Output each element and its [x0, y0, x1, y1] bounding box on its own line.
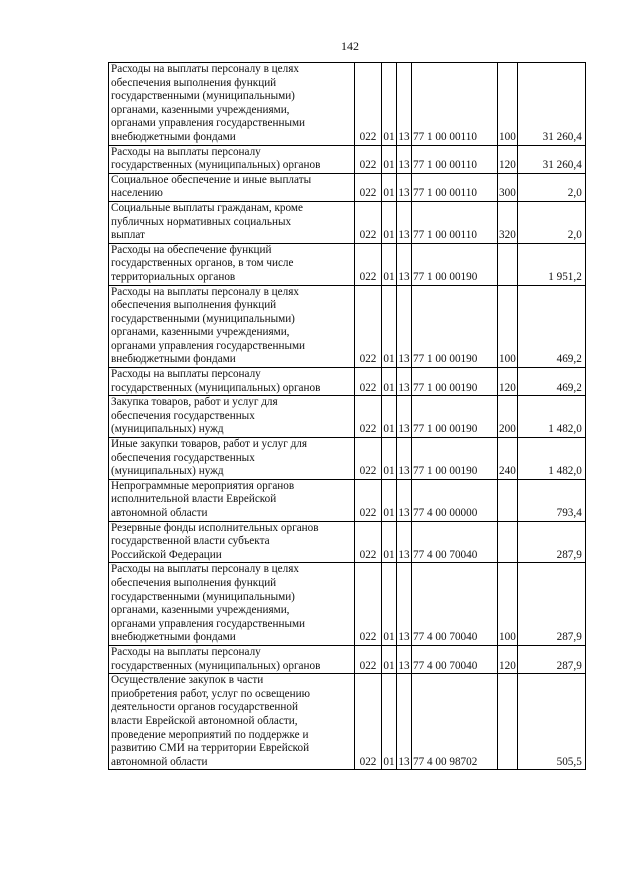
row-description [109, 521, 355, 563]
expense-kind-code: 100 [498, 285, 518, 368]
amount: 287,9 [517, 563, 585, 646]
section-code: 01 [382, 243, 397, 285]
expense-kind-code: 120 [498, 145, 518, 173]
description-line: приобретения работ, услуг по освещению [111, 687, 310, 700]
row-description [109, 368, 355, 396]
row-description [109, 438, 355, 480]
row-description [109, 285, 355, 368]
description-line: внебюджетными фондами [111, 130, 236, 143]
subsection-code: 13 [397, 63, 412, 146]
program-code: 77 1 00 00110 [412, 63, 498, 146]
ministry-code: 022 [355, 63, 382, 146]
section-code: 01 [382, 368, 397, 396]
row-description [109, 645, 355, 673]
description-line: власти Еврейской автономной области, [111, 714, 298, 727]
section-code: 01 [382, 674, 397, 770]
section-code: 01 [382, 396, 397, 438]
description-line: органами управления государственными [111, 339, 306, 352]
subsection-code: 13 [397, 521, 412, 563]
description-line: деятельности органов государственной [111, 701, 298, 714]
subsection-code: 13 [397, 563, 412, 646]
description-line: внебюджетными фондами [111, 353, 236, 366]
row-description [109, 563, 355, 646]
subsection-code: 13 [397, 285, 412, 368]
expense-kind-code: 120 [498, 368, 518, 396]
description-line: выплат [111, 229, 145, 242]
expense-kind-code: 100 [498, 563, 518, 646]
amount: 1 482,0 [517, 438, 585, 480]
amount: 2,0 [517, 173, 585, 201]
description-line: внебюджетными фондами [111, 631, 236, 644]
description-line: развитию СМИ на территории Еврейской [111, 742, 310, 755]
expense-kind-code [498, 479, 518, 521]
description-line: публичных нормативных социальных [111, 215, 292, 228]
description-line: обеспечения выполнения функций [111, 576, 277, 589]
amount: 2,0 [517, 201, 585, 243]
table-row [109, 563, 586, 646]
program-code: 77 4 00 70040 [412, 521, 498, 563]
description-line: государственными (муниципальными) [111, 590, 295, 603]
description-line: обеспечения государственных [111, 409, 255, 422]
table-row [109, 145, 586, 173]
subsection-code: 13 [397, 396, 412, 438]
program-code: 77 1 00 00190 [412, 368, 498, 396]
description-line: органами управления государственными [111, 617, 306, 630]
ministry-code: 022 [355, 438, 382, 480]
section-code: 01 [382, 285, 397, 368]
ministry-code: 022 [355, 521, 382, 563]
program-code: 77 1 00 00110 [412, 145, 498, 173]
table-row [109, 285, 586, 368]
section-code: 01 [382, 145, 397, 173]
table-row [109, 438, 586, 480]
description-line: государственной власти субъекта [111, 535, 270, 548]
section-code: 01 [382, 479, 397, 521]
expense-kind-code [498, 674, 518, 770]
ministry-code: 022 [355, 645, 382, 673]
description-line: Резервные фонды исполнительных органов [111, 521, 319, 534]
section-code: 01 [382, 63, 397, 146]
section-code: 01 [382, 645, 397, 673]
table-row [109, 201, 586, 243]
description-line: государственными (муниципальными) [111, 312, 295, 325]
description-line: (муниципальных) нужд [111, 465, 224, 478]
description-line: обеспечения государственных [111, 451, 255, 464]
description-line: Расходы на выплаты персоналу [111, 645, 261, 658]
table-row [109, 368, 586, 396]
description-line: Расходы на обеспечение функций [111, 243, 272, 256]
description-line: Социальные выплаты гражданам, кроме [111, 201, 303, 214]
description-line: Непрограммные мероприятия органов [111, 479, 295, 492]
table-row [109, 645, 586, 673]
program-code: 77 1 00 00110 [412, 173, 498, 201]
subsection-code: 13 [397, 438, 412, 480]
program-code: 77 1 00 00190 [412, 285, 498, 368]
expense-kind-code: 200 [498, 396, 518, 438]
section-code: 01 [382, 438, 397, 480]
description-line: Российской Федерации [111, 548, 222, 561]
description-line: Осуществление закупок в части [111, 674, 264, 687]
row-description [109, 243, 355, 285]
ministry-code: 022 [355, 145, 382, 173]
description-line: Расходы на выплаты персоналу в целях [111, 63, 299, 75]
program-code: 77 1 00 00190 [412, 438, 498, 480]
program-code: 77 1 00 00190 [412, 396, 498, 438]
description-line: органами, казенными учреждениями, [111, 604, 290, 617]
section-code: 01 [382, 173, 397, 201]
description-line: (муниципальных) нужд [111, 423, 224, 436]
description-line: Расходы на выплаты персоналу в целях [111, 563, 299, 576]
ministry-code: 022 [355, 674, 382, 770]
description-line: государственных органов, в том числе [111, 257, 294, 270]
expense-kind-code: 300 [498, 173, 518, 201]
description-line: государственными (муниципальными) [111, 90, 295, 103]
description-line: государственных (муниципальных) органов [111, 159, 321, 172]
description-line: автономной области [111, 755, 208, 768]
row-description [109, 674, 355, 770]
ministry-code: 022 [355, 563, 382, 646]
table-row [109, 243, 586, 285]
table-row [109, 63, 586, 146]
expense-kind-code: 240 [498, 438, 518, 480]
amount: 505,5 [517, 674, 585, 770]
ministry-code: 022 [355, 479, 382, 521]
amount: 31 260,4 [517, 63, 585, 146]
subsection-code: 13 [397, 479, 412, 521]
ministry-code: 022 [355, 173, 382, 201]
table-row [109, 521, 586, 563]
table-row [109, 479, 586, 521]
description-line: территориальных органов [111, 270, 236, 283]
program-code: 77 1 00 00190 [412, 243, 498, 285]
row-description [109, 63, 355, 146]
description-line: обеспечения выполнения функций [111, 299, 277, 312]
subsection-code: 13 [397, 145, 412, 173]
budget-table [108, 62, 586, 770]
expense-kind-code [498, 521, 518, 563]
amount: 1 951,2 [517, 243, 585, 285]
description-line: органами, казенными учреждениями, [111, 103, 290, 116]
amount: 287,9 [517, 645, 585, 673]
ministry-code: 022 [355, 396, 382, 438]
section-code: 01 [382, 521, 397, 563]
description-line: исполнительной власти Еврейской [111, 493, 277, 506]
ministry-code: 022 [355, 285, 382, 368]
expense-kind-code: 100 [498, 63, 518, 146]
description-line: проведение мероприятий по поддержке и [111, 728, 309, 741]
subsection-code: 13 [397, 645, 412, 673]
description-line: органами управления государственными [111, 117, 306, 130]
amount: 31 260,4 [517, 145, 585, 173]
description-line: Расходы на выплаты персоналу [111, 145, 261, 158]
page-number: 142 [341, 39, 359, 53]
table-row [109, 173, 586, 201]
amount: 469,2 [517, 368, 585, 396]
description-line: государственных (муниципальных) органов [111, 659, 321, 672]
amount: 793,4 [517, 479, 585, 521]
program-code: 77 4 00 70040 [412, 645, 498, 673]
row-description [109, 396, 355, 438]
program-code: 77 4 00 00000 [412, 479, 498, 521]
amount: 469,2 [517, 285, 585, 368]
description-line: Иные закупки товаров, работ и услуг для [111, 438, 308, 451]
table-row [109, 674, 586, 770]
subsection-code: 13 [397, 201, 412, 243]
subsection-code: 13 [397, 243, 412, 285]
description-line: Социальное обеспечение и иные выплаты [111, 173, 312, 186]
row-description [109, 145, 355, 173]
section-code: 01 [382, 201, 397, 243]
description-line: государственных (муниципальных) органов [111, 381, 321, 394]
description-line: автономной области [111, 507, 208, 519]
description-line: органами, казенными учреждениями, [111, 326, 290, 339]
ministry-code: 022 [355, 368, 382, 396]
amount: 287,9 [517, 521, 585, 563]
amount: 1 482,0 [517, 396, 585, 438]
description-line: Расходы на выплаты персоналу в целях [111, 285, 299, 298]
description-line: Расходы на выплаты персоналу [111, 368, 261, 381]
description-line: Закупка товаров, работ и услуг для [111, 396, 278, 409]
description-line: обеспечения выполнения функций [111, 76, 277, 89]
section-code: 01 [382, 563, 397, 646]
table-row [109, 396, 586, 438]
subsection-code: 13 [397, 674, 412, 770]
subsection-code: 13 [397, 173, 412, 201]
program-code: 77 1 00 00110 [412, 201, 498, 243]
program-code: 77 4 00 70040 [412, 563, 498, 646]
description-line: населению [111, 187, 163, 200]
expense-kind-code: 320 [498, 201, 518, 243]
subsection-code: 13 [397, 368, 412, 396]
expense-kind-code [498, 243, 518, 285]
ministry-code: 022 [355, 243, 382, 285]
row-description [109, 479, 355, 521]
row-description [109, 201, 355, 243]
ministry-code: 022 [355, 201, 382, 243]
row-description [109, 173, 355, 201]
program-code: 77 4 00 98702 [412, 674, 498, 770]
expense-kind-code: 120 [498, 645, 518, 673]
